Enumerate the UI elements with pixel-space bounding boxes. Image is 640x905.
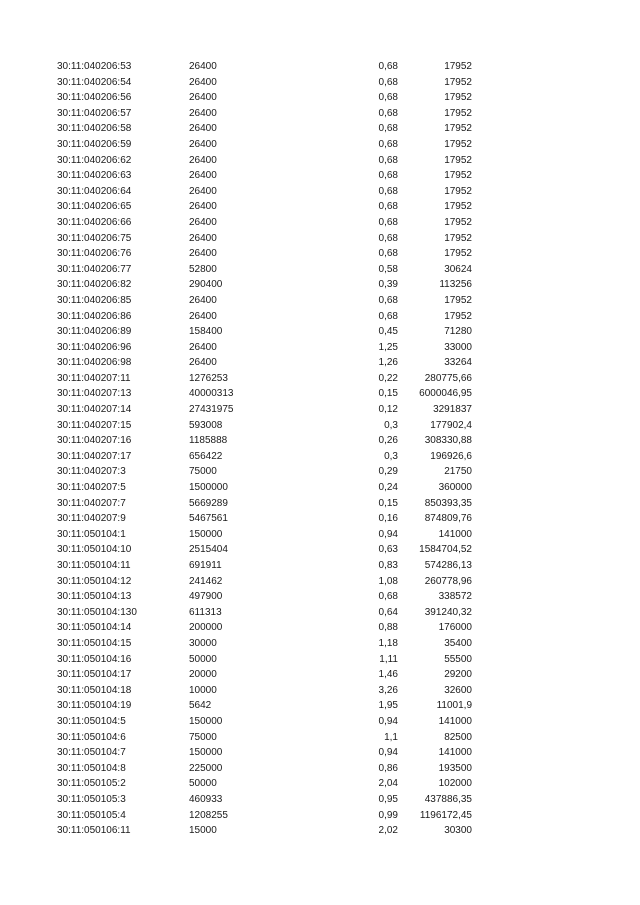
total-value: 17952 (444, 123, 472, 135)
area-value: 225000 (189, 762, 223, 774)
area-value: 52800 (189, 263, 217, 275)
total-value: 113256 (439, 279, 472, 291)
area-value: 497900 (189, 591, 223, 603)
rate-value: 0,68 (378, 154, 398, 166)
rate-value: 1,95 (378, 700, 398, 712)
cadastral-number: 30:11:040206:96 (57, 341, 132, 353)
total-value: 3291837 (433, 404, 472, 416)
total-value: 17952 (444, 185, 472, 197)
area-value: 75000 (189, 731, 217, 743)
total-value: 17952 (444, 216, 472, 228)
table-row (0, 293, 640, 309)
total-value: 6000046,95 (419, 388, 472, 400)
table-row (0, 184, 640, 200)
cadastral-number: 30:11:050104:5 (57, 715, 126, 727)
cadastral-number: 30:11:040206:62 (57, 154, 132, 166)
rate-value: 1,08 (378, 575, 398, 587)
total-value: 17952 (444, 232, 472, 244)
cadastral-number: 30:11:040206:57 (57, 107, 132, 119)
total-value: 17952 (444, 138, 472, 150)
cadastral-number: 30:11:050106:11 (57, 825, 131, 837)
rate-value: 0,15 (378, 388, 398, 400)
rate-value: 0,94 (378, 747, 398, 759)
area-value: 26400 (189, 170, 217, 182)
area-value: 26400 (189, 216, 217, 228)
total-value: 71280 (444, 326, 472, 338)
rate-value: 0,68 (378, 216, 398, 228)
area-value: 26400 (189, 201, 217, 213)
table-row (0, 449, 640, 465)
rate-value: 0,3 (384, 419, 398, 431)
table-row (0, 480, 640, 496)
table-row (0, 698, 640, 714)
rate-value: 0,68 (378, 294, 398, 306)
cadastral-number: 30:11:040206:56 (57, 92, 132, 104)
cadastral-number: 30:11:040207:11 (57, 372, 131, 384)
rate-value: 0,68 (378, 591, 398, 603)
total-value: 280775,66 (424, 372, 472, 384)
total-value: 874809,76 (424, 513, 472, 525)
rate-value: 0,58 (378, 263, 398, 275)
cadastral-number: 30:11:040206:65 (57, 201, 132, 213)
cadastral-number: 30:11:040206:59 (57, 138, 132, 150)
table-row (0, 262, 640, 278)
cadastral-number: 30:11:050105:2 (57, 778, 126, 790)
rate-value: 0,99 (378, 809, 398, 821)
rate-value: 0,95 (378, 793, 398, 805)
table-row (0, 652, 640, 668)
total-value: 17952 (444, 294, 472, 306)
data-table (0, 59, 640, 839)
table-row (0, 745, 640, 761)
rate-value: 0,45 (378, 326, 398, 338)
area-value: 158400 (189, 326, 223, 338)
rate-value: 0,68 (378, 248, 398, 260)
table-row (0, 574, 640, 590)
rate-value: 1,46 (378, 669, 398, 681)
total-value: 11001,9 (436, 700, 472, 712)
cadastral-number: 30:11:040206:63 (57, 170, 132, 182)
area-value: 1500000 (189, 482, 228, 494)
table-row (0, 433, 640, 449)
total-value: 17952 (444, 76, 472, 88)
total-value: 17952 (444, 310, 472, 322)
table-row (0, 808, 640, 824)
table-row (0, 683, 640, 699)
area-value: 26400 (189, 341, 217, 353)
rate-value: 0,68 (378, 310, 398, 322)
cadastral-number: 30:11:040207:3 (57, 466, 126, 478)
cadastral-number: 30:11:040206:66 (57, 216, 132, 228)
table-row (0, 75, 640, 91)
total-value: 850393,35 (424, 497, 472, 509)
rate-value: 0,88 (378, 622, 398, 634)
rate-value: 0,3 (384, 450, 398, 462)
area-value: 26400 (189, 294, 217, 306)
area-value: 26400 (189, 107, 217, 119)
total-value: 17952 (444, 61, 472, 72)
total-value: 30300 (444, 825, 472, 837)
rate-value: 0,68 (378, 107, 398, 119)
total-value: 574286,13 (424, 560, 472, 571)
rate-value: 0,12 (378, 404, 398, 416)
area-value: 15000 (189, 825, 217, 837)
cadastral-number: 30:11:050104:12 (57, 575, 132, 587)
area-value: 26400 (189, 357, 217, 369)
table-row (0, 59, 640, 75)
area-value: 26400 (189, 154, 217, 166)
area-value: 27431975 (189, 404, 234, 416)
area-value: 200000 (189, 622, 223, 634)
rate-value: 2,04 (378, 778, 398, 790)
area-value: 20000 (189, 669, 217, 681)
cadastral-number: 30:11:040206:75 (57, 232, 132, 244)
rate-value: 0,16 (378, 513, 398, 525)
table-row (0, 324, 640, 340)
cadastral-number: 30:11:040207:9 (57, 513, 126, 525)
rate-value: 0,94 (378, 528, 398, 540)
cadastral-number: 30:11:050104:13 (57, 591, 132, 603)
rate-value: 0,86 (378, 762, 398, 774)
table-row (0, 542, 640, 558)
cadastral-number: 30:11:040206:76 (57, 248, 132, 260)
cadastral-number: 30:11:040207:14 (57, 404, 132, 416)
total-value: 17952 (444, 92, 472, 104)
total-value: 308330,88 (424, 435, 472, 447)
area-value: 26400 (189, 185, 217, 197)
cadastral-number: 30:11:050105:3 (57, 793, 126, 805)
rate-value: 0,68 (378, 76, 398, 88)
rate-value: 2,02 (378, 825, 398, 837)
rate-value: 0,68 (378, 92, 398, 104)
area-value: 40000313 (189, 388, 234, 400)
rate-value: 0,39 (378, 279, 398, 291)
area-value: 1208255 (189, 809, 228, 821)
cadastral-number: 30:11:040207:13 (57, 388, 132, 400)
table-row (0, 527, 640, 543)
rate-value: 1,18 (378, 637, 398, 649)
total-value: 141000 (438, 528, 472, 540)
rate-value: 0,15 (378, 497, 398, 509)
area-value: 5467561 (189, 513, 228, 525)
cadastral-number: 30:11:040206:54 (57, 76, 132, 88)
table-row (0, 199, 640, 215)
area-value: 593008 (189, 419, 223, 431)
table-row (0, 277, 640, 293)
cadastral-number: 30:11:040207:15 (57, 419, 132, 431)
total-value: 196926,6 (430, 450, 472, 462)
area-value: 10000 (189, 684, 217, 696)
table-row (0, 605, 640, 621)
cadastral-number: 30:11:040207:7 (57, 497, 126, 509)
cadastral-number: 30:11:050104:15 (57, 637, 132, 649)
cadastral-number: 30:11:050104:16 (57, 653, 132, 665)
table-row (0, 371, 640, 387)
table-row (0, 511, 640, 527)
total-value: 360000 (438, 482, 472, 494)
cadastral-number: 30:11:050104:130 (57, 606, 137, 618)
total-value: 17952 (444, 154, 472, 166)
area-value: 1185888 (189, 435, 228, 447)
cadastral-number: 30:11:040207:17 (57, 450, 132, 462)
area-value: 1276253 (189, 372, 228, 384)
total-value: 32600 (444, 684, 472, 696)
total-value: 141000 (438, 747, 472, 759)
table-row (0, 168, 640, 184)
total-value: 82500 (444, 731, 472, 743)
total-value: 141000 (438, 715, 472, 727)
table-row (0, 106, 640, 122)
total-value: 260778,96 (424, 575, 472, 587)
cadastral-number: 30:11:050104:10 (57, 544, 132, 556)
cadastral-number: 30:11:040207:16 (57, 435, 132, 447)
cadastral-number: 30:11:040206:89 (57, 326, 132, 338)
rate-value: 1,26 (378, 357, 398, 369)
area-value: 50000 (189, 778, 217, 790)
table-row (0, 386, 640, 402)
table-row (0, 667, 640, 683)
cadastral-number: 30:11:050105:4 (57, 809, 126, 821)
table-row (0, 355, 640, 371)
total-value: 55500 (444, 653, 472, 665)
cadastral-number: 30:11:050104:11 (57, 560, 131, 571)
rate-value: 0,29 (378, 466, 398, 478)
table-row (0, 776, 640, 792)
table-row (0, 121, 640, 137)
area-value: 26400 (189, 92, 217, 104)
area-value: 26400 (189, 248, 217, 260)
total-value: 30624 (444, 263, 472, 275)
area-value: 656422 (189, 450, 223, 462)
area-value: 150000 (189, 715, 223, 727)
cadastral-number: 30:11:050104:19 (57, 700, 132, 712)
rate-value: 0,94 (378, 715, 398, 727)
cadastral-number: 30:11:040206:58 (57, 123, 132, 135)
cadastral-number: 30:11:050104:6 (57, 731, 126, 743)
cadastral-number: 30:11:050104:7 (57, 747, 126, 759)
total-value: 176000 (438, 622, 472, 634)
rate-value: 0,26 (378, 435, 398, 447)
rate-value: 0,63 (378, 544, 398, 556)
area-value: 26400 (189, 310, 217, 322)
cadastral-number: 30:11:040206:85 (57, 294, 132, 306)
total-value: 17952 (444, 170, 472, 182)
rate-value: 0,68 (378, 201, 398, 213)
area-value: 30000 (189, 637, 217, 649)
total-value: 17952 (444, 201, 472, 213)
cadastral-number: 30:11:050104:8 (57, 762, 126, 774)
table-row (0, 496, 640, 512)
rate-value: 0,64 (378, 606, 398, 618)
total-value: 1196172,45 (419, 809, 472, 821)
total-value: 17952 (444, 107, 472, 119)
area-value: 26400 (189, 138, 217, 150)
total-value: 35400 (444, 637, 472, 649)
area-value: 5669289 (189, 497, 228, 509)
cadastral-number: 30:11:040206:82 (57, 279, 132, 291)
table-row (0, 153, 640, 169)
total-value: 338572 (438, 591, 472, 603)
total-value: 1584704,52 (419, 544, 472, 556)
table-row (0, 340, 640, 356)
area-value: 150000 (189, 528, 223, 540)
rate-value: 0,22 (378, 372, 398, 384)
area-value: 290400 (189, 279, 223, 291)
total-value: 33000 (444, 341, 472, 353)
cadastral-number: 30:11:040206:86 (57, 310, 132, 322)
rate-value: 3,26 (378, 684, 398, 696)
area-value: 2515404 (189, 544, 228, 556)
cadastral-number: 30:11:050104:18 (57, 684, 132, 696)
cadastral-number: 30:11:040206:53 (57, 61, 132, 72)
table-row (0, 761, 640, 777)
area-value: 241462 (189, 575, 223, 587)
area-value: 150000 (189, 747, 223, 759)
rate-value: 0,83 (378, 560, 398, 571)
table-row (0, 792, 640, 808)
cadastral-number: 30:11:040206:77 (57, 263, 132, 275)
cadastral-number: 30:11:040207:5 (57, 482, 126, 494)
table-row (0, 823, 640, 839)
total-value: 391240,32 (424, 606, 472, 618)
total-value: 29200 (444, 669, 472, 681)
rate-value: 0,68 (378, 232, 398, 244)
total-value: 17952 (444, 248, 472, 260)
table-row (0, 589, 640, 605)
rate-value: 0,24 (378, 482, 398, 494)
table-row (0, 309, 640, 325)
area-value: 26400 (189, 61, 217, 72)
table-row (0, 636, 640, 652)
cadastral-number: 30:11:050104:1 (57, 528, 126, 540)
total-value: 21750 (444, 466, 472, 478)
rate-value: 1,25 (378, 341, 398, 353)
rate-value: 0,68 (378, 170, 398, 182)
total-value: 437886,35 (424, 793, 472, 805)
table-row (0, 246, 640, 262)
cadastral-number: 30:11:050104:14 (57, 622, 132, 634)
table-row (0, 464, 640, 480)
table-row (0, 231, 640, 247)
total-value: 193500 (438, 762, 472, 774)
area-value: 26400 (189, 232, 217, 244)
area-value: 460933 (189, 793, 223, 805)
table-row (0, 714, 640, 730)
area-value: 75000 (189, 466, 217, 478)
rate-value: 1,1 (384, 731, 398, 743)
cadastral-number: 30:11:040206:64 (57, 185, 132, 197)
table-row (0, 418, 640, 434)
table-row (0, 558, 640, 574)
area-value: 26400 (189, 123, 217, 135)
total-value: 102000 (438, 778, 472, 790)
rate-value: 0,68 (378, 61, 398, 72)
total-value: 177902,4 (430, 419, 472, 431)
area-value: 50000 (189, 653, 217, 665)
table-row (0, 137, 640, 153)
cadastral-number: 30:11:040206:98 (57, 357, 132, 369)
table-row (0, 402, 640, 418)
area-value: 611313 (189, 606, 222, 618)
cadastral-number: 30:11:050104:17 (57, 669, 132, 681)
table-row (0, 215, 640, 231)
rate-value: 1,11 (379, 653, 398, 665)
table-row (0, 620, 640, 636)
area-value: 691911 (189, 560, 222, 571)
table-row (0, 90, 640, 106)
rate-value: 0,68 (378, 185, 398, 197)
rate-value: 0,68 (378, 123, 398, 135)
area-value: 26400 (189, 76, 217, 88)
total-value: 33264 (444, 357, 472, 369)
area-value: 5642 (189, 700, 212, 712)
table-row (0, 730, 640, 746)
rate-value: 0,68 (378, 138, 398, 150)
